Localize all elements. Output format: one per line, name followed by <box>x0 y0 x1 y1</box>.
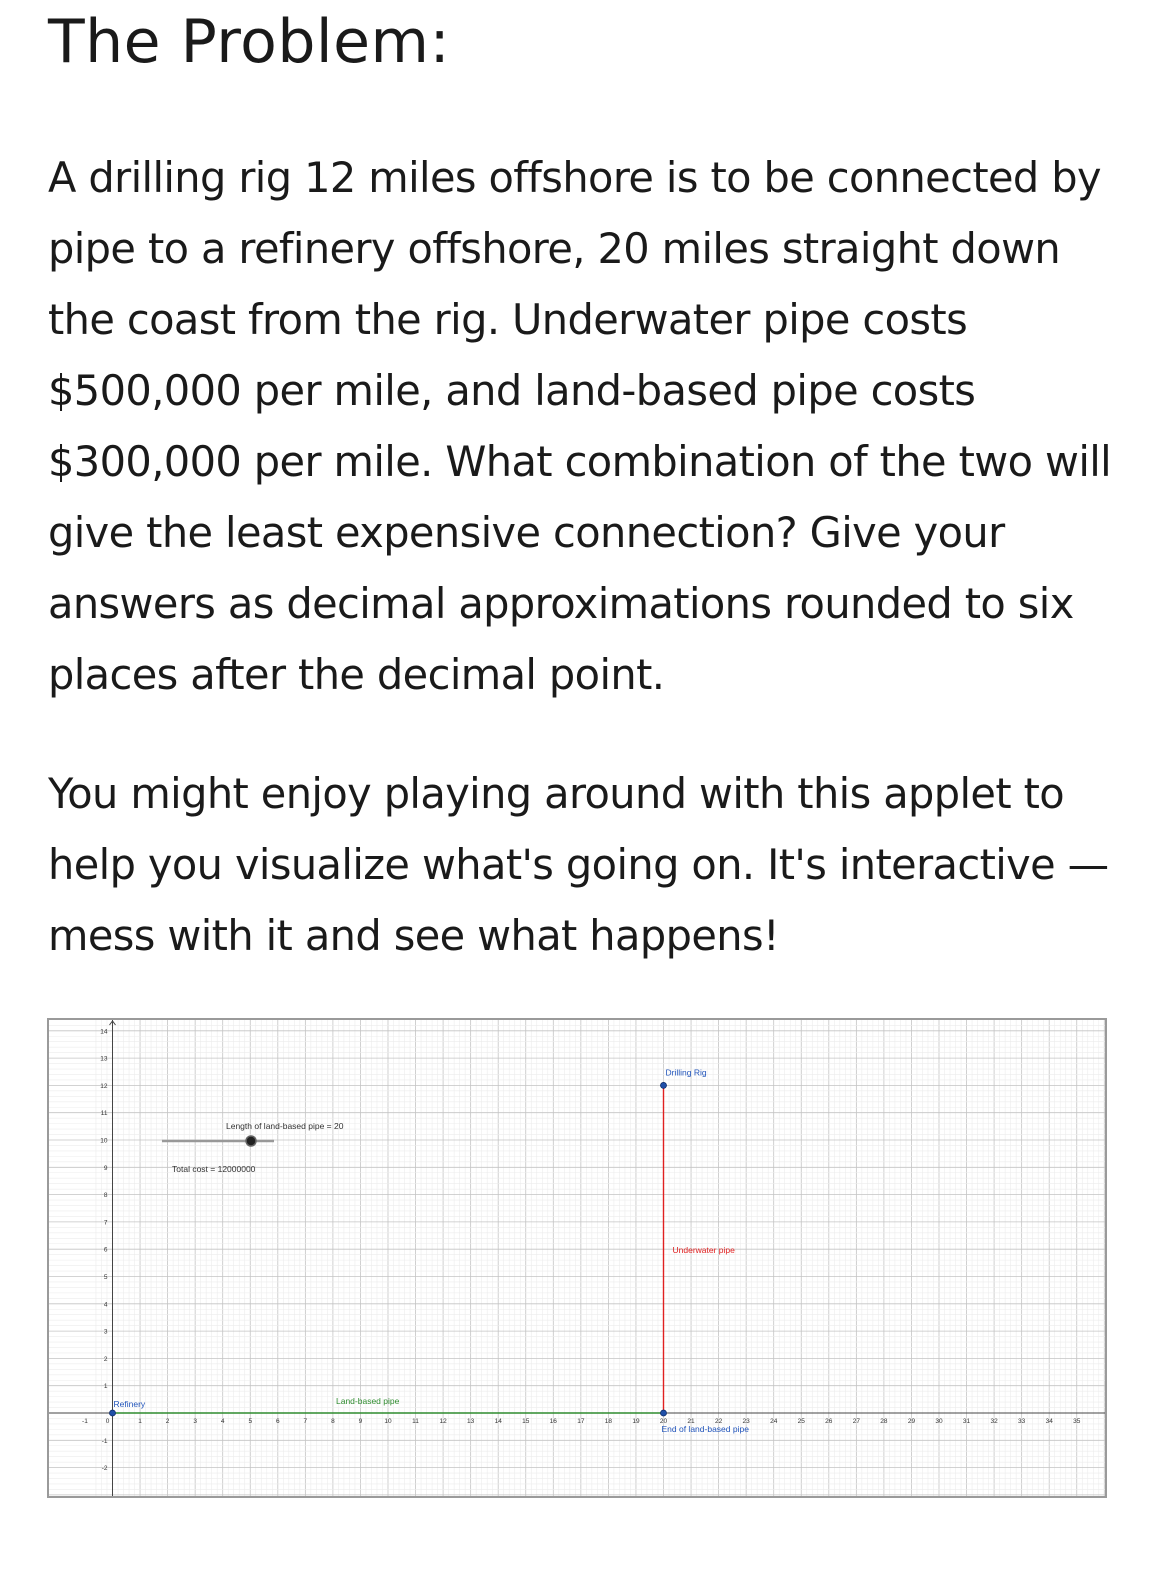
x-tick-label: 12 <box>439 1418 447 1425</box>
x-tick-label: 31 <box>962 1418 971 1425</box>
x-tick-label: 22 <box>714 1418 723 1425</box>
y-tick-label: 2 <box>103 1355 108 1363</box>
x-tick-label: 16 <box>549 1418 557 1425</box>
slider-knob[interactable] <box>246 1136 256 1146</box>
x-tick-label: 17 <box>577 1418 585 1425</box>
x-tick-label: 33 <box>1018 1418 1026 1425</box>
end-of-land-pipe-label: End of land-based pipe <box>661 1424 749 1434</box>
refinery-label: Refinery <box>113 1399 146 1409</box>
x-tick-label: 29 <box>907 1418 916 1425</box>
y-tick-label: 8 <box>103 1192 108 1200</box>
x-tick-label: 4 <box>220 1418 225 1425</box>
x-tick-label: 3 <box>193 1418 197 1425</box>
x-tick-label: 1 <box>138 1418 142 1425</box>
x-tick-label: 14 <box>494 1418 502 1425</box>
x-tick-label: 9 <box>358 1418 363 1425</box>
y-tick-label: 6 <box>103 1246 108 1254</box>
underwater-pipe-label: Underwater pipe <box>672 1245 735 1256</box>
land-based-pipe-label: Land-based pipe <box>336 1396 400 1406</box>
end-of-land-pipe-point[interactable] <box>661 1410 667 1416</box>
x-tick-label: 20 <box>659 1418 668 1425</box>
y-tick-label: 14 <box>100 1028 108 1036</box>
y-tick-label: 5 <box>103 1274 108 1281</box>
y-tick-label: -1 <box>101 1437 108 1445</box>
y-tick-label: 1 <box>103 1383 108 1391</box>
x-tick-label: 28 <box>880 1418 888 1425</box>
x-tick-label: 27 <box>852 1418 860 1425</box>
y-tick-label: 12 <box>100 1082 108 1090</box>
x-tick-label: 6 <box>275 1418 280 1425</box>
axis-tick-labels <box>82 1028 1081 1472</box>
y-tick-label: 10 <box>100 1137 108 1145</box>
x-tick-label: 13 <box>467 1418 475 1425</box>
y-tick-label: -2 <box>101 1465 108 1473</box>
y-tick-label: 9 <box>103 1164 108 1172</box>
x-tick-label: 21 <box>687 1418 695 1425</box>
x-tick-label: 23 <box>742 1418 750 1425</box>
y-tick-label: 4 <box>103 1301 108 1309</box>
x-tick-label: 10 <box>384 1418 392 1425</box>
x-tick-label: 18 <box>604 1418 613 1425</box>
geogebra-applet[interactable] <box>47 1018 1107 1498</box>
drilling-rig-label: Drilling Rig <box>665 1067 707 1078</box>
x-tick-label: 26 <box>825 1418 833 1425</box>
x-tick-label: 8 <box>331 1418 335 1425</box>
y-tick-label: 13 <box>100 1055 108 1063</box>
refinery-point[interactable] <box>110 1410 116 1416</box>
y-tick-label: 11 <box>100 1110 108 1118</box>
x-tick-label: 19 <box>632 1418 640 1425</box>
x-tick-label: 2 <box>165 1418 170 1425</box>
x-tick-label: 7 <box>303 1418 308 1425</box>
slider-label: Length of land-based pipe = 20 <box>226 1121 344 1131</box>
problem-statement: A drilling rig 12 miles offshore is to be connected by pipe to a refinery offshore, 20 miles straight down the coast from the rig. Underwater pipe costs $500,000 per mile, and land-based pipe costs $300,000 per mile. What combination of the two will give the least expensive connection? Give your answers as decimal approximations rounded to six places after the decimal point. <box>48 153 1112 699</box>
x-tick-label: -1 <box>82 1418 88 1425</box>
x-tick-label: 15 <box>522 1418 530 1425</box>
x-tick-label: 34 <box>1045 1418 1053 1425</box>
x-tick-label: 11 <box>412 1418 419 1425</box>
x-tick-label: 5 <box>248 1418 253 1425</box>
y-tick-label: 7 <box>103 1219 108 1227</box>
y-tick-label: 3 <box>103 1328 108 1336</box>
x-tick-label: 24 <box>770 1418 778 1425</box>
x-tick-label: 0 <box>105 1418 110 1425</box>
applet-intro: You might enjoy playing around with this applet to help you visualize what's going on. It's interactive — mess with it and see what happens! <box>48 769 1109 960</box>
x-tick-label: 25 <box>797 1418 805 1425</box>
x-tick-label: 35 <box>1073 1418 1081 1425</box>
total-cost-label: Total cost = 12000000 <box>172 1164 256 1174</box>
x-tick-label: 32 <box>990 1418 998 1425</box>
graphics-view[interactable] <box>49 1020 1105 1496</box>
page-title: The Problem: <box>48 7 451 77</box>
x-tick-label: 30 <box>935 1418 943 1425</box>
drilling-rig-point[interactable] <box>661 1082 667 1088</box>
